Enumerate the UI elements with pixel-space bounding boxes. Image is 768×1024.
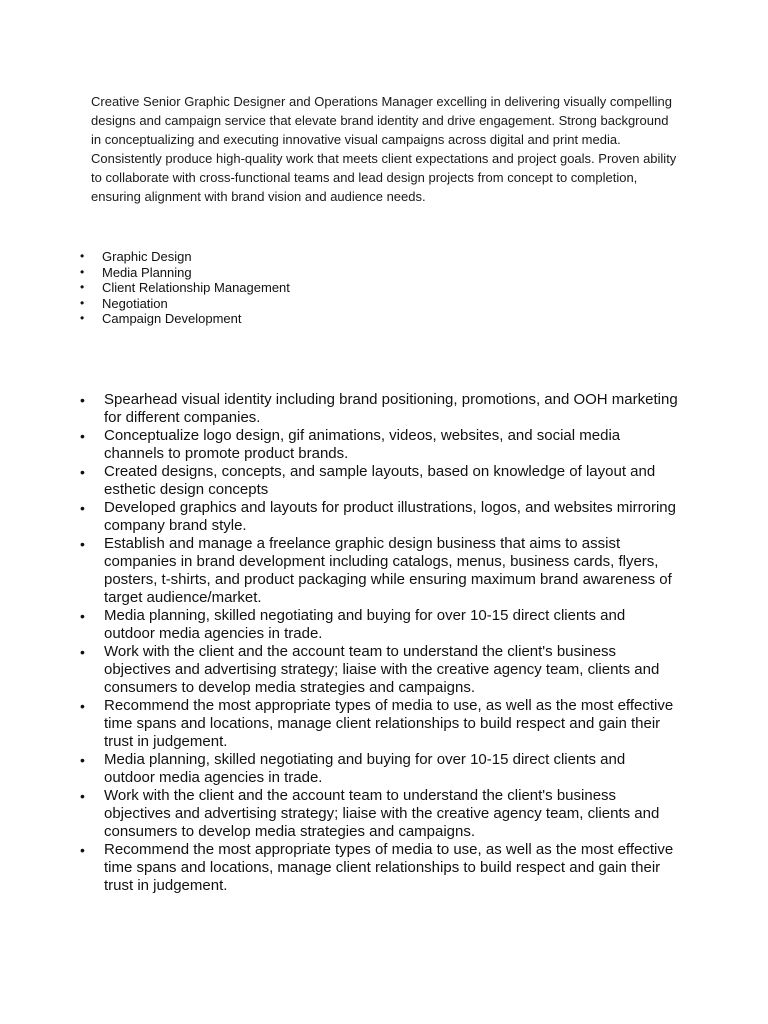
skill-item: • Graphic Design [80,249,480,265]
experience-item: • Created designs, concepts, and sample layouts, based on knowledge of layout and esthetic design concepts [80,463,680,499]
skill-item: • Campaign Development [80,311,480,327]
experience-list [80,391,680,895]
skill-item: • Client Relationship Management [80,280,480,296]
experience-item: • Conceptualize logo design, gif animations, videos, websites, and social media channels to promote product brands. [80,427,680,463]
experience-item: • Work with the client and the account team to understand the client's business objectives and advertising strategy; liaise with the creative agency team, clients and consumers to develop media strategies and campaigns. [80,643,680,697]
skill-item: • Negotiation [80,296,480,312]
experience-item: • Media planning, skilled negotiating and buying for over 10-15 direct clients and outdoor media agencies in trade. [80,751,680,787]
experience-item: • Media planning, skilled negotiating and buying for over 10-15 direct clients and outdoor media agencies in trade. [80,607,680,643]
profile-summary: Creative Senior Graphic Designer and Operations Manager excelling in delivering visually compelling designs and campaign service that elevate brand identity and drive engagement. Strong background in conceptualizing and executing innovative visual campaigns across digital and print media. Consistently produce high-quality work that meets client expectations and project goals. Proven ability to collaborate with cross-functional teams and lead design projects from concept to completion, ensuring alignment with brand vision and audience needs. [91,94,677,204]
skills-list [80,249,480,327]
experience-item: • Developed graphics and layouts for product illustrations, logos, and websites mirroring company brand style. [80,499,680,535]
experience-item: • Recommend the most appropriate types of media to use, as well as the most effective time spans and locations, manage client relationships to build respect and gain their trust in judgement. [80,697,680,751]
experience-item: • Establish and manage a freelance graphic design business that aims to assist companies in brand development including catalogs, menus, business cards, flyers, posters, t-shirts, and product packaging while ensuring maximum brand awareness of target audience/market. [80,535,680,607]
skill-item: • Media Planning [80,265,480,281]
experience-item: • Recommend the most appropriate types of media to use, as well as the most effective time spans and locations, manage client relationships to build respect and gain their trust in judgement. [80,841,680,895]
experience-item: • Spearhead visual identity including brand positioning, promotions, and OOH marketing for different companies. [80,391,680,427]
experience-item: • Work with the client and the account team to understand the client's business objectives and advertising strategy; liaise with the creative agency team, clients and consumers to develop media strategies and campaigns. [80,787,680,841]
